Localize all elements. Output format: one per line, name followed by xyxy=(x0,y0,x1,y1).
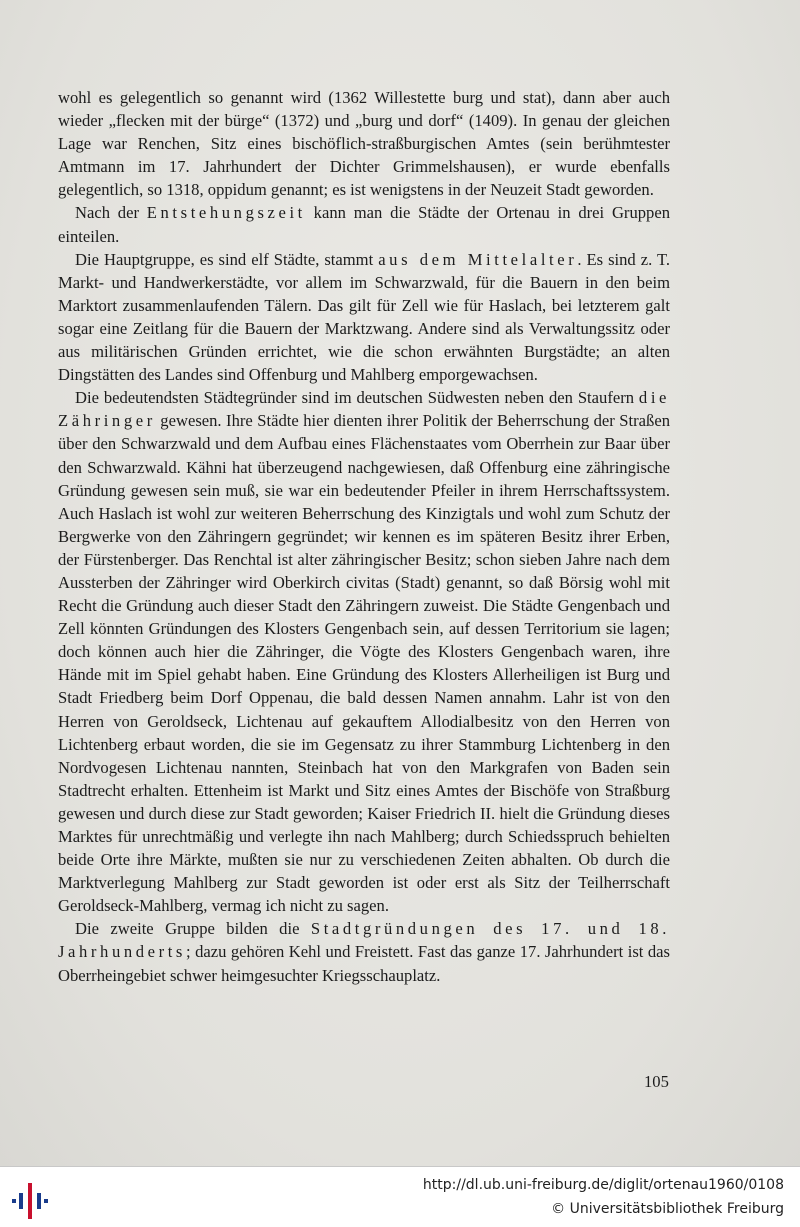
text-run: ; dazu gehören Kehl und Freistett. Fast das ganze 17. Jahrhundert ist das Oberrheingebiet schwer heimgesuchter Kriegsschauplatz. xyxy=(58,942,670,985)
text-run: Nach der xyxy=(75,203,147,223)
body-text xyxy=(58,86,670,987)
page-number: 105 xyxy=(644,1072,669,1091)
paragraph xyxy=(58,386,670,917)
text-run: . Es sind z. T. Markt- und Handwerkerstädte, vor allem im Schwarzwald, für die Bauern in den beim Marktort zusammenlaufenden Tälern. Das gilt für Zell wie für Haslach, bei letzterem galt sogar eine Zeitlang für die Bauern der Marktzwang. Andere sind als Verwaltungssitz oder aus militärischen Gründen errichtet, wie die schon erwähnten Burgstädte; an alten Dingstätten des Landes sind Offenburg und Mahlberg emporgewachsen. xyxy=(58,249,670,385)
paragraph xyxy=(58,86,670,201)
spaced-emphasis: die Zähringer xyxy=(58,388,670,431)
viewer-footer xyxy=(0,1166,800,1227)
paragraph xyxy=(58,917,670,986)
paragraph xyxy=(58,248,670,387)
spaced-emphasis: aus dem Mittelalter xyxy=(378,249,578,269)
footer-url-link[interactable]: http://dl.ub.uni-freiburg.de/diglit/ortenau1960/0108 xyxy=(422,1177,784,1193)
text-run: kann man die Städte der Ortenau in drei Gruppen einteilen. xyxy=(58,203,670,246)
ub-freiburg-logo-icon[interactable] xyxy=(10,1181,50,1221)
footer-copyright: © Universitätsbibliothek Freiburg xyxy=(551,1201,784,1217)
spaced-emphasis: Entstehungszeit xyxy=(146,203,306,223)
text-run: gewesen. Ihre Städte hier dienten ihrer Politik der Beherrschung der Straßen über den Schwarzwald und dem Aufbau eines Flächenstaates vom Oberrhein zur Baar über den Schwarzwald. Kähni hat überzeugend nachgewiesen, daß Offenburg eine zähringische Gründung gewesen sein muß, sie war ein bedeutender Pfeiler in ihrem Herrschaftssystem. Auch Haslach ist wohl zur weiteren Beherrschung des Kinzigtals und wohl zum Schutz der Bergwerke von den Zähringern gegründet; wir kennen es im späteren Besitz ihrer Erben, der Fürstenberger. Das Renchtal ist alter zähringischer Besitz; schon sieben Jahre nach dem Aussterben der Zähringer wird Oberkirch civitas (Stadt) genannt, so daß Börsig wohl mit Recht die Gründung auch dieser Stadt den Zähringern zuweist. Die Städte Gengenbach und Zell könnten Gründungen des Klosters Gengenbach sein, auf dessen Territorium sie lagen; doch können auch hier die Zähringer, die Vögte des Klosters Gengenbach waren, ihre Hände mit im Spiel gehabt haben. Eine Gründung des Klosters Allerheiligen ist Burg und Stadt Friedberg beim Dorf Oppenau, die bald dessen Namen annahm. Lahr ist von den Herren von Geroldseck, Lichtenau auf gekauftem Allodialbesitz von den Herren von Lichtenberg erbaut worden, die sie im Gegensatz zu ihrer Stammburg Lichtenberg in den Nordvogesen Lichtenau nannten, Steinbach hat von den Markgrafen von Baden sein Stadtrecht erhalten. Ettenheim ist Markt und Sitz eines Amtes der Bischöfe von Straßburg gewesen und durch diese zur Stadt geworden; Kaiser Friedrich II. hielt die Gründung dieses Marktes für unrechtmäßig und verlegte ihn nach Mahlberg; durch Schiedsspruch behielten beide Orte ihre Märkte, mußten sie nur zu verschiedenen Zeiten abhalten. Ob durch die Marktverlegung Mahlberg zur Stadt geworden ist oder erst als Sitz der Teilherrschaft Geroldseck-Mahlberg, vermag ich nicht zu sagen. xyxy=(58,411,670,916)
paragraph xyxy=(58,201,670,247)
text-run: Die Hauptgruppe, es sind elf Städte, stammt xyxy=(75,249,379,269)
text-run: Die bedeutendsten Städtegründer sind im deutschen Südwesten neben den Staufern xyxy=(75,388,639,408)
spaced-emphasis: Stadtgründungen des 17. und 18. Jahrhunderts xyxy=(58,919,670,962)
text-run: Die zweite Gruppe bilden die xyxy=(75,919,311,939)
text-run: wohl es gelegentlich so genannt wird (1362 Willestette burg und stat), dann aber auch wieder „flecken mit der bürge“ (1372) und „burg und dorf“ (1409). In genau der gleichen Lage war Renchen, Sitz eines bischöflich-straßburgischen Amtes (sein berühmtester Amtmann im 17. Jahrhundert der Dichter Grimmelshausen), er wurde ebenfalls gelegentlich, so 1318, oppidum genannt; es ist wenigstens in der Neuzeit Stadt geworden. xyxy=(58,88,670,200)
